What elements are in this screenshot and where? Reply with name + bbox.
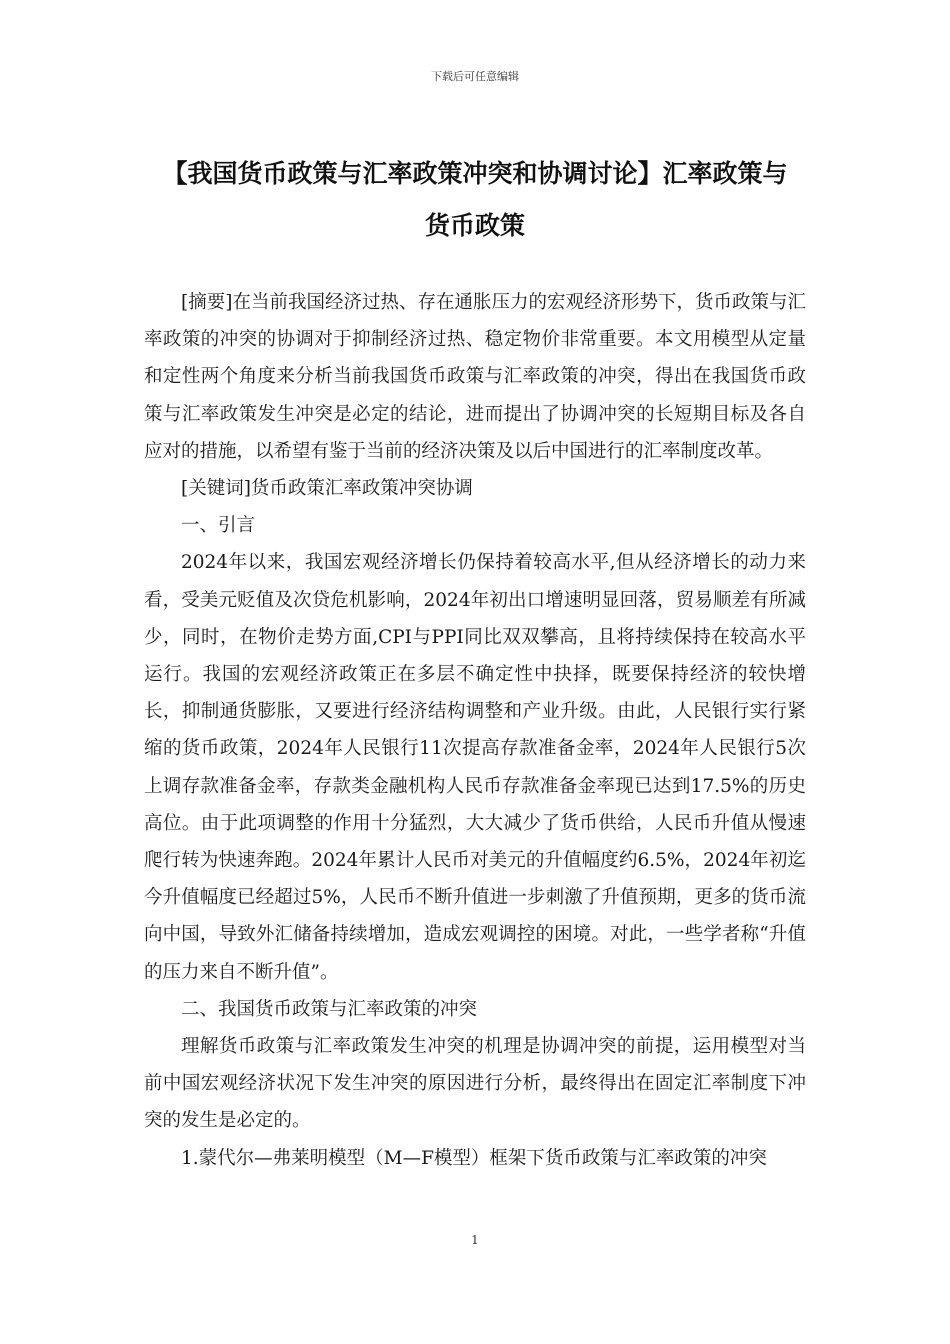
section-heading-conflict: 二、我国货币政策与汇率政策的冲突 (181, 998, 478, 1020)
keywords-paragraph: [关键词]货币政策汇率政策冲突协调 (181, 478, 473, 500)
header-note: 下载后可任意编辑 (431, 70, 519, 83)
section-heading-introduction: 一、引言 (181, 515, 256, 537)
document-title (100, 148, 850, 252)
introduction-paragraph: 2024年以来，我国宏观经济增长仍保持着较高水平,但从经济增长的动力来看，受美元贬值及次贷危机影响，2024年初出口增速明显回落，贸易顺差有所减少，同时，在物价走势方面,CPI与PPI同比双双攀高，且将持续保持在较高水平运行。我国的宏观经济政策正在多层不确定性中抉择，既要保持经济的较快增长，抑制通货膨胀，又要进行经济结构调整和产业升级。由此，人民银行实行紧缩的货币政策，2024年人民银行11次提高存款准备金率，2024年人民银行5次上调存款准备金率，存款类金融机构人民币存款准备金率现已达到17.5%的历史高位。由于此项调整的作用十分猛烈，大大减少了货币供给，人民币升值从慢速爬行转为快速奔跑。2024年累计人民币对美元的升值幅度约6.5%，2024年初迄今升值幅度已经超过5%，人民币不断升值进一步刺激了升值预期，更多的货币流向中国，导致外汇储备持续增加，造成宏观调控的困境。对此，一些学者称“升值的压力来自不断升值”。 (144, 552, 806, 983)
document-body (144, 284, 806, 1177)
abstract-paragraph: [摘要]在当前我国经济过热、存在通胀压力的宏观经济形势下，货币政策与汇率政策的冲突的协调对于抑制经济过热、稳定物价非常重要。本文用模型从定量和定性两个角度来分析当前我国货币政策与汇率政策的冲突，得出在我国货币政策与汇率政策发生冲突是必定的结论，进而提出了协调冲突的长短期目标及各自应对的措施，以希望有鉴于当前的经济决策及以后中国进行的汇率制度改革。 (144, 292, 806, 462)
title-line-1: 【我国货币政策与汇率政策冲突和协调讨论】汇率政策与 (162, 159, 788, 188)
page-number: 1 (471, 1233, 479, 1247)
conflict-paragraph: 理解货币政策与汇率政策发生冲突的机理是协调冲突的前提，运用模型对当前中国宏观经济状况下发生冲突的原因进行分析，最终得出在固定汇率制度下冲突的发生是必定的。 (144, 1036, 806, 1132)
subsection-heading-mf-model: 1.蒙代尔—弗莱明模型（M—F模型）框架下货币政策与汇率政策的冲突 (181, 1147, 767, 1169)
title-line-2: 货币政策 (424, 211, 525, 240)
